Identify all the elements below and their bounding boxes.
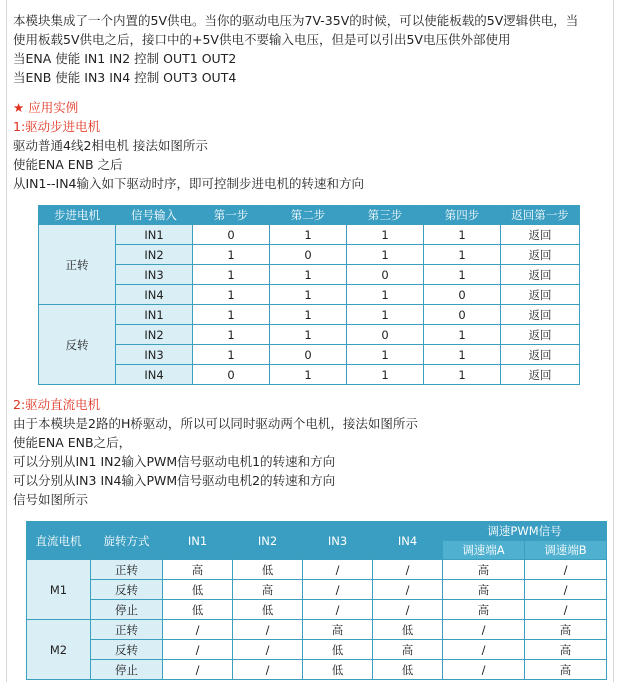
step-value: 0 (424, 305, 501, 325)
step-value: 1 (424, 245, 501, 265)
return-value: 返回 (501, 365, 580, 385)
signal-value: / (525, 600, 607, 620)
dc-col-in3: IN3 (303, 522, 373, 560)
step-value: 1 (270, 305, 347, 325)
step-value: 0 (424, 285, 501, 305)
dc-desc-3: 可以分别从IN1 IN2输入PWM信号驱动电机1的转速和方向 (13, 454, 336, 469)
dc-heading: 2:驱动直流电机 (13, 397, 101, 412)
intro-line-2: 使用板载5V供电之后，接口中的+5V供电不要输入电压，但是可以引出5V电压供外部使用 (13, 32, 511, 47)
step-value: 0 (347, 265, 424, 285)
examples-title: 应用实例 (28, 100, 79, 115)
step-value: 1 (347, 245, 424, 265)
stepper-col-step3: 第三步 (347, 206, 424, 225)
step-value: 1 (347, 365, 424, 385)
table-row (27, 580, 607, 600)
signal-value: / (163, 660, 233, 680)
signal-value: / (443, 640, 525, 660)
signal-value: 高 (303, 620, 373, 640)
motor-label: M2 (27, 620, 91, 680)
step-value: 0 (347, 325, 424, 345)
table-row (27, 660, 607, 680)
dc-col-pwm-b: 调速端B (525, 541, 607, 560)
signal-value: 高 (373, 640, 443, 660)
signal-label: IN3 (116, 265, 193, 285)
step-value: 1 (424, 265, 501, 285)
signal-value: / (233, 620, 303, 640)
step-value: 1 (347, 345, 424, 365)
dc-desc-1: 由于本模块是2路的H桥驱动，所以可以同时驱动两个电机，接法如图所示 (13, 416, 418, 431)
step-value: 1 (270, 365, 347, 385)
signal-label: IN1 (116, 225, 193, 245)
return-value: 返回 (501, 225, 580, 245)
step-value: 1 (347, 225, 424, 245)
step-value: 1 (193, 325, 270, 345)
table-row (39, 305, 580, 325)
intro-line-3: 当ENA 使能 IN1 IN2 控制 OUT1 OUT2 (13, 51, 237, 66)
signal-value: / (303, 600, 373, 620)
step-value: 1 (270, 285, 347, 305)
mode-label: 正转 (91, 560, 163, 580)
signal-value: / (373, 580, 443, 600)
step-value: 1 (424, 345, 501, 365)
table-row (39, 265, 580, 285)
dc-col-in1: IN1 (163, 522, 233, 560)
dc-col-in4: IN4 (373, 522, 443, 560)
stepper-col-step4: 第四步 (424, 206, 501, 225)
table-row (27, 560, 607, 580)
step-value: 0 (193, 365, 270, 385)
signal-value: / (525, 580, 607, 600)
dc-col-motor: 直流电机 (27, 522, 91, 560)
mode-label: 反转 (91, 580, 163, 600)
stepper-col-step1: 第一步 (193, 206, 270, 225)
star-icon: ★ (13, 100, 25, 115)
mode-label: 停止 (91, 600, 163, 620)
step-value: 1 (424, 365, 501, 385)
stepper-heading: 1:驱动步进电机 (13, 119, 101, 134)
return-value: 返回 (501, 265, 580, 285)
stepper-col-signal: 信号输入 (116, 206, 193, 225)
table-row (39, 245, 580, 265)
table-row (39, 365, 580, 385)
stepper-col-return: 返回第一步 (501, 206, 580, 225)
signal-value: 低 (303, 660, 373, 680)
step-value: 0 (270, 245, 347, 265)
table-row (39, 325, 580, 345)
direction-label: 正转 (39, 225, 116, 305)
signal-value: 高 (525, 620, 607, 640)
dc-col-pwm-a: 调速端A (443, 541, 525, 560)
step-value: 1 (193, 265, 270, 285)
table-row (27, 620, 607, 640)
examples-heading (13, 98, 78, 117)
signal-value: 低 (163, 580, 233, 600)
dc-desc-5: 信号如图所示 (13, 492, 89, 507)
signal-value: / (443, 660, 525, 680)
signal-value: / (163, 620, 233, 640)
step-value: 0 (270, 345, 347, 365)
step-value: 1 (193, 305, 270, 325)
mode-label: 正转 (91, 620, 163, 640)
intro-line-4: 当ENB 使能 IN3 IN4 控制 OUT3 OUT4 (13, 70, 237, 85)
table-row (39, 345, 580, 365)
stepper-desc-3: 从IN1--IN4输入如下驱动时序，即可控制步进电机的转速和方向 (13, 176, 365, 191)
signal-value: 高 (443, 580, 525, 600)
table-row (39, 225, 580, 245)
signal-value: 低 (373, 660, 443, 680)
signal-value: 低 (373, 620, 443, 640)
return-value: 返回 (501, 245, 580, 265)
return-value: 返回 (501, 305, 580, 325)
step-value: 1 (347, 285, 424, 305)
signal-value: 低 (163, 600, 233, 620)
signal-value: 低 (233, 600, 303, 620)
signal-value: / (233, 640, 303, 660)
signal-value: 低 (233, 560, 303, 580)
dc-desc-4: 可以分别从IN3 IN4输入PWM信号驱动电机2的转速和方向 (13, 473, 336, 488)
motor-label: M1 (27, 560, 91, 620)
step-value: 1 (193, 285, 270, 305)
signal-value: / (373, 600, 443, 620)
step-value: 1 (270, 225, 347, 245)
step-value: 1 (193, 245, 270, 265)
stepper-col-motor: 步进电机 (39, 206, 116, 225)
signal-label: IN1 (116, 305, 193, 325)
table-row (27, 600, 607, 620)
dc-col-pwm: 调速PWM信号 (443, 522, 607, 541)
step-value: 1 (347, 305, 424, 325)
signal-value: 高 (525, 640, 607, 660)
direction-label: 反转 (39, 305, 116, 385)
signal-value: / (373, 560, 443, 580)
step-value: 1 (424, 225, 501, 245)
mode-label: 停止 (91, 660, 163, 680)
signal-value: / (163, 640, 233, 660)
stepper-table (38, 205, 580, 385)
stepper-col-step2: 第二步 (270, 206, 347, 225)
stepper-desc-2: 使能ENA ENB 之后 (13, 157, 123, 172)
stepper-header-row (39, 206, 580, 225)
table-row (39, 285, 580, 305)
signal-value: 高 (163, 560, 233, 580)
mode-label: 反转 (91, 640, 163, 660)
stepper-desc-1: 驱动普通4线2相电机 接法如图所示 (13, 138, 208, 153)
step-value: 0 (193, 225, 270, 245)
signal-value: 高 (443, 600, 525, 620)
signal-value: / (303, 580, 373, 600)
signal-value: / (443, 620, 525, 640)
signal-label: IN4 (116, 365, 193, 385)
signal-label: IN3 (116, 345, 193, 365)
return-value: 返回 (501, 325, 580, 345)
signal-value: / (233, 660, 303, 680)
signal-value: 高 (525, 660, 607, 680)
table-row (27, 640, 607, 660)
step-value: 1 (424, 325, 501, 345)
signal-value: / (525, 560, 607, 580)
dc-col-mode: 旋转方式 (91, 522, 163, 560)
signal-value: 高 (443, 560, 525, 580)
intro-line-1: 本模块集成了一个内置的5V供电。当你的驱动电压为7V-35V的时候，可以使能板载的5V逻辑供电，当 (13, 13, 579, 28)
dc-header-row-1 (27, 522, 607, 541)
signal-label: IN4 (116, 285, 193, 305)
return-value: 返回 (501, 345, 580, 365)
signal-label: IN2 (116, 325, 193, 345)
signal-value: / (303, 560, 373, 580)
dc-table (26, 521, 607, 680)
step-value: 1 (270, 325, 347, 345)
dc-col-in2: IN2 (233, 522, 303, 560)
signal-value: 低 (303, 640, 373, 660)
step-value: 1 (193, 345, 270, 365)
dc-desc-2: 使能ENA ENB之后， (13, 435, 132, 450)
signal-value: 高 (233, 580, 303, 600)
step-value: 1 (270, 265, 347, 285)
return-value: 返回 (501, 285, 580, 305)
signal-label: IN2 (116, 245, 193, 265)
